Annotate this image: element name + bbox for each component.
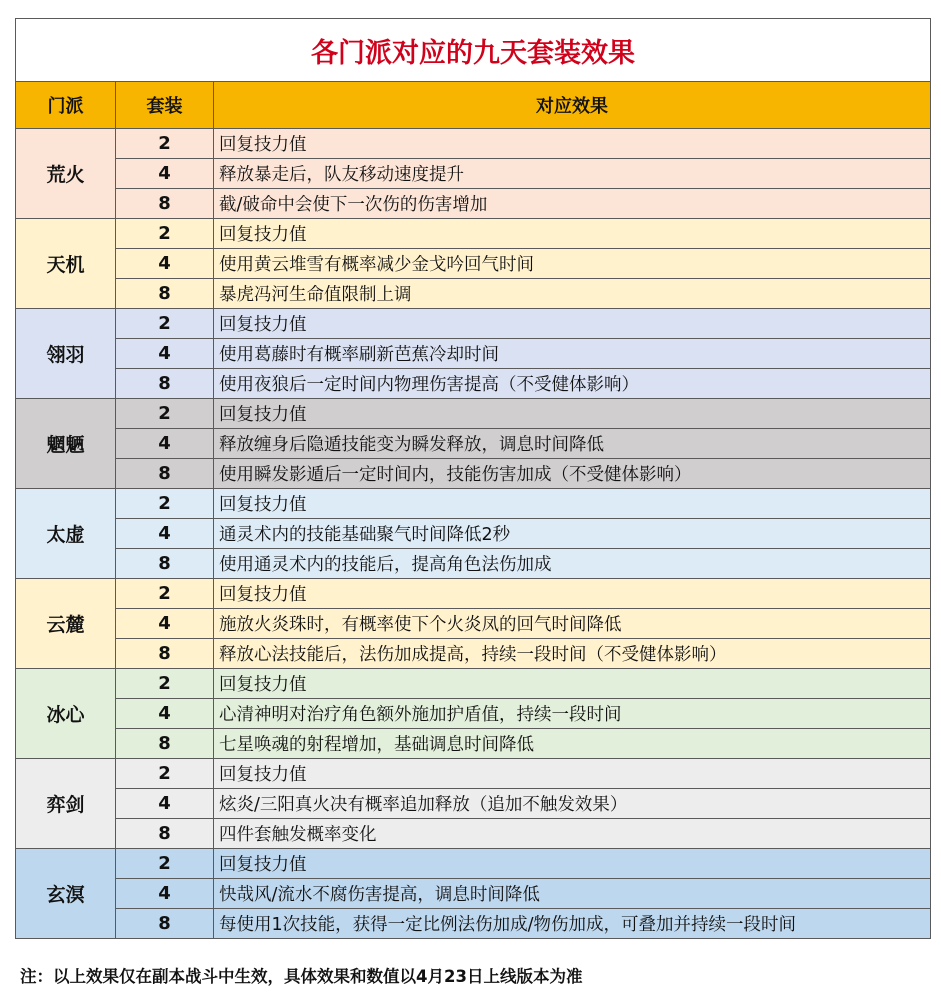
table-row bbox=[16, 429, 931, 459]
effect-cell: 使用通灵术内的技能后，提高角色法伤加成 bbox=[214, 549, 931, 579]
effect-cell: 使用黄云堆雪有概率减少金戈吟回气时间 bbox=[214, 249, 931, 279]
table-title: 各门派对应的九天套装效果 bbox=[16, 19, 931, 82]
set-pieces-cell: 2 bbox=[116, 669, 214, 699]
effect-cell: 心清神明对治疗角色额外施加护盾值，持续一段时间 bbox=[214, 699, 931, 729]
set-pieces-cell: 8 bbox=[116, 279, 214, 309]
footnote: 注：以上效果仅在副本战斗中生效，具体效果和数值以4月23日上线版本为准 bbox=[20, 967, 583, 986]
effect-cell: 使用瞬发影遁后一定时间内，技能伤害加成（不受健体影响） bbox=[214, 459, 931, 489]
effect-cell: 回复技力值 bbox=[214, 219, 931, 249]
set-effects-table bbox=[15, 18, 931, 939]
set-effects-table-container bbox=[15, 18, 930, 939]
effect-cell: 每使用1次技能，获得一定比例法伤加成/物伤加成，可叠加并持续一段时间 bbox=[214, 909, 931, 939]
table-row bbox=[16, 189, 931, 219]
header-sect: 门派 bbox=[16, 82, 116, 129]
sect-name-cell: 荒火 bbox=[16, 129, 116, 219]
set-pieces-cell: 2 bbox=[116, 129, 214, 159]
effect-cell: 快哉风/流水不腐伤害提高，调息时间降低 bbox=[214, 879, 931, 909]
table-row bbox=[16, 909, 931, 939]
effect-cell: 施放火炎珠时，有概率使下个火炎凤的回气时间降低 bbox=[214, 609, 931, 639]
table-row bbox=[16, 249, 931, 279]
set-pieces-cell: 4 bbox=[116, 789, 214, 819]
header-effect: 对应效果 bbox=[214, 82, 931, 129]
table-row bbox=[16, 519, 931, 549]
table-row bbox=[16, 669, 931, 699]
set-pieces-cell: 2 bbox=[116, 489, 214, 519]
table-row bbox=[16, 729, 931, 759]
sect-name-cell: 玄溟 bbox=[16, 849, 116, 939]
effect-cell: 回复技力值 bbox=[214, 489, 931, 519]
set-pieces-cell: 8 bbox=[116, 819, 214, 849]
set-pieces-cell: 8 bbox=[116, 459, 214, 489]
effect-cell: 回复技力值 bbox=[214, 849, 931, 879]
set-pieces-cell: 4 bbox=[116, 699, 214, 729]
header-set: 套装 bbox=[116, 82, 214, 129]
table-row bbox=[16, 639, 931, 669]
set-pieces-cell: 2 bbox=[116, 309, 214, 339]
sect-name-cell: 弈剑 bbox=[16, 759, 116, 849]
effect-cell: 回复技力值 bbox=[214, 579, 931, 609]
table-row bbox=[16, 849, 931, 879]
table-row bbox=[16, 309, 931, 339]
effect-cell: 使用葛藤时有概率刷新芭蕉冷却时间 bbox=[214, 339, 931, 369]
set-pieces-cell: 8 bbox=[116, 729, 214, 759]
table-row bbox=[16, 339, 931, 369]
table-row bbox=[16, 549, 931, 579]
effect-cell: 回复技力值 bbox=[214, 669, 931, 699]
set-pieces-cell: 4 bbox=[116, 609, 214, 639]
sect-name-cell: 太虚 bbox=[16, 489, 116, 579]
effect-cell: 回复技力值 bbox=[214, 309, 931, 339]
table-row bbox=[16, 159, 931, 189]
set-pieces-cell: 2 bbox=[116, 849, 214, 879]
effect-cell: 回复技力值 bbox=[214, 129, 931, 159]
table-row bbox=[16, 579, 931, 609]
set-pieces-cell: 8 bbox=[116, 549, 214, 579]
effect-cell: 回复技力值 bbox=[214, 759, 931, 789]
table-row bbox=[16, 369, 931, 399]
effect-cell: 炫炎/三阳真火决有概率追加释放（追加不触发效果） bbox=[214, 789, 931, 819]
sect-name-cell: 魍魉 bbox=[16, 399, 116, 489]
set-pieces-cell: 2 bbox=[116, 579, 214, 609]
set-pieces-cell: 8 bbox=[116, 189, 214, 219]
set-pieces-cell: 4 bbox=[116, 339, 214, 369]
table-row bbox=[16, 789, 931, 819]
set-pieces-cell: 4 bbox=[116, 429, 214, 459]
set-pieces-cell: 4 bbox=[116, 249, 214, 279]
effect-cell: 暴虎冯河生命值限制上调 bbox=[214, 279, 931, 309]
set-pieces-cell: 8 bbox=[116, 639, 214, 669]
effect-cell: 释放心法技能后，法伤加成提高，持续一段时间（不受健体影响） bbox=[214, 639, 931, 669]
effect-cell: 通灵术内的技能基础聚气时间降低2秒 bbox=[214, 519, 931, 549]
table-row bbox=[16, 879, 931, 909]
table-row bbox=[16, 219, 931, 249]
set-pieces-cell: 4 bbox=[116, 519, 214, 549]
set-pieces-cell: 2 bbox=[116, 759, 214, 789]
table-body bbox=[16, 129, 931, 939]
table-row bbox=[16, 609, 931, 639]
set-pieces-cell: 4 bbox=[116, 159, 214, 189]
effect-cell: 四件套触发概率变化 bbox=[214, 819, 931, 849]
effect-cell: 七星唤魂的射程增加，基础调息时间降低 bbox=[214, 729, 931, 759]
effect-cell: 截/破命中会使下一次伤的伤害增加 bbox=[214, 189, 931, 219]
table-row bbox=[16, 489, 931, 519]
table-row bbox=[16, 279, 931, 309]
effect-cell: 释放缠身后隐遁技能变为瞬发释放，调息时间降低 bbox=[214, 429, 931, 459]
sect-name-cell: 冰心 bbox=[16, 669, 116, 759]
table-row bbox=[16, 819, 931, 849]
set-pieces-cell: 2 bbox=[116, 219, 214, 249]
sect-name-cell: 翎羽 bbox=[16, 309, 116, 399]
effect-cell: 释放暴走后，队友移动速度提升 bbox=[214, 159, 931, 189]
table-row bbox=[16, 399, 931, 429]
set-pieces-cell: 4 bbox=[116, 879, 214, 909]
sect-name-cell: 天机 bbox=[16, 219, 116, 309]
table-row bbox=[16, 759, 931, 789]
set-pieces-cell: 8 bbox=[116, 909, 214, 939]
effect-cell: 回复技力值 bbox=[214, 399, 931, 429]
table-row bbox=[16, 129, 931, 159]
effect-cell: 使用夜狼后一定时间内物理伤害提高（不受健体影响） bbox=[214, 369, 931, 399]
table-row bbox=[16, 699, 931, 729]
set-pieces-cell: 8 bbox=[116, 369, 214, 399]
table-row bbox=[16, 459, 931, 489]
sect-name-cell: 云麓 bbox=[16, 579, 116, 669]
set-pieces-cell: 2 bbox=[116, 399, 214, 429]
